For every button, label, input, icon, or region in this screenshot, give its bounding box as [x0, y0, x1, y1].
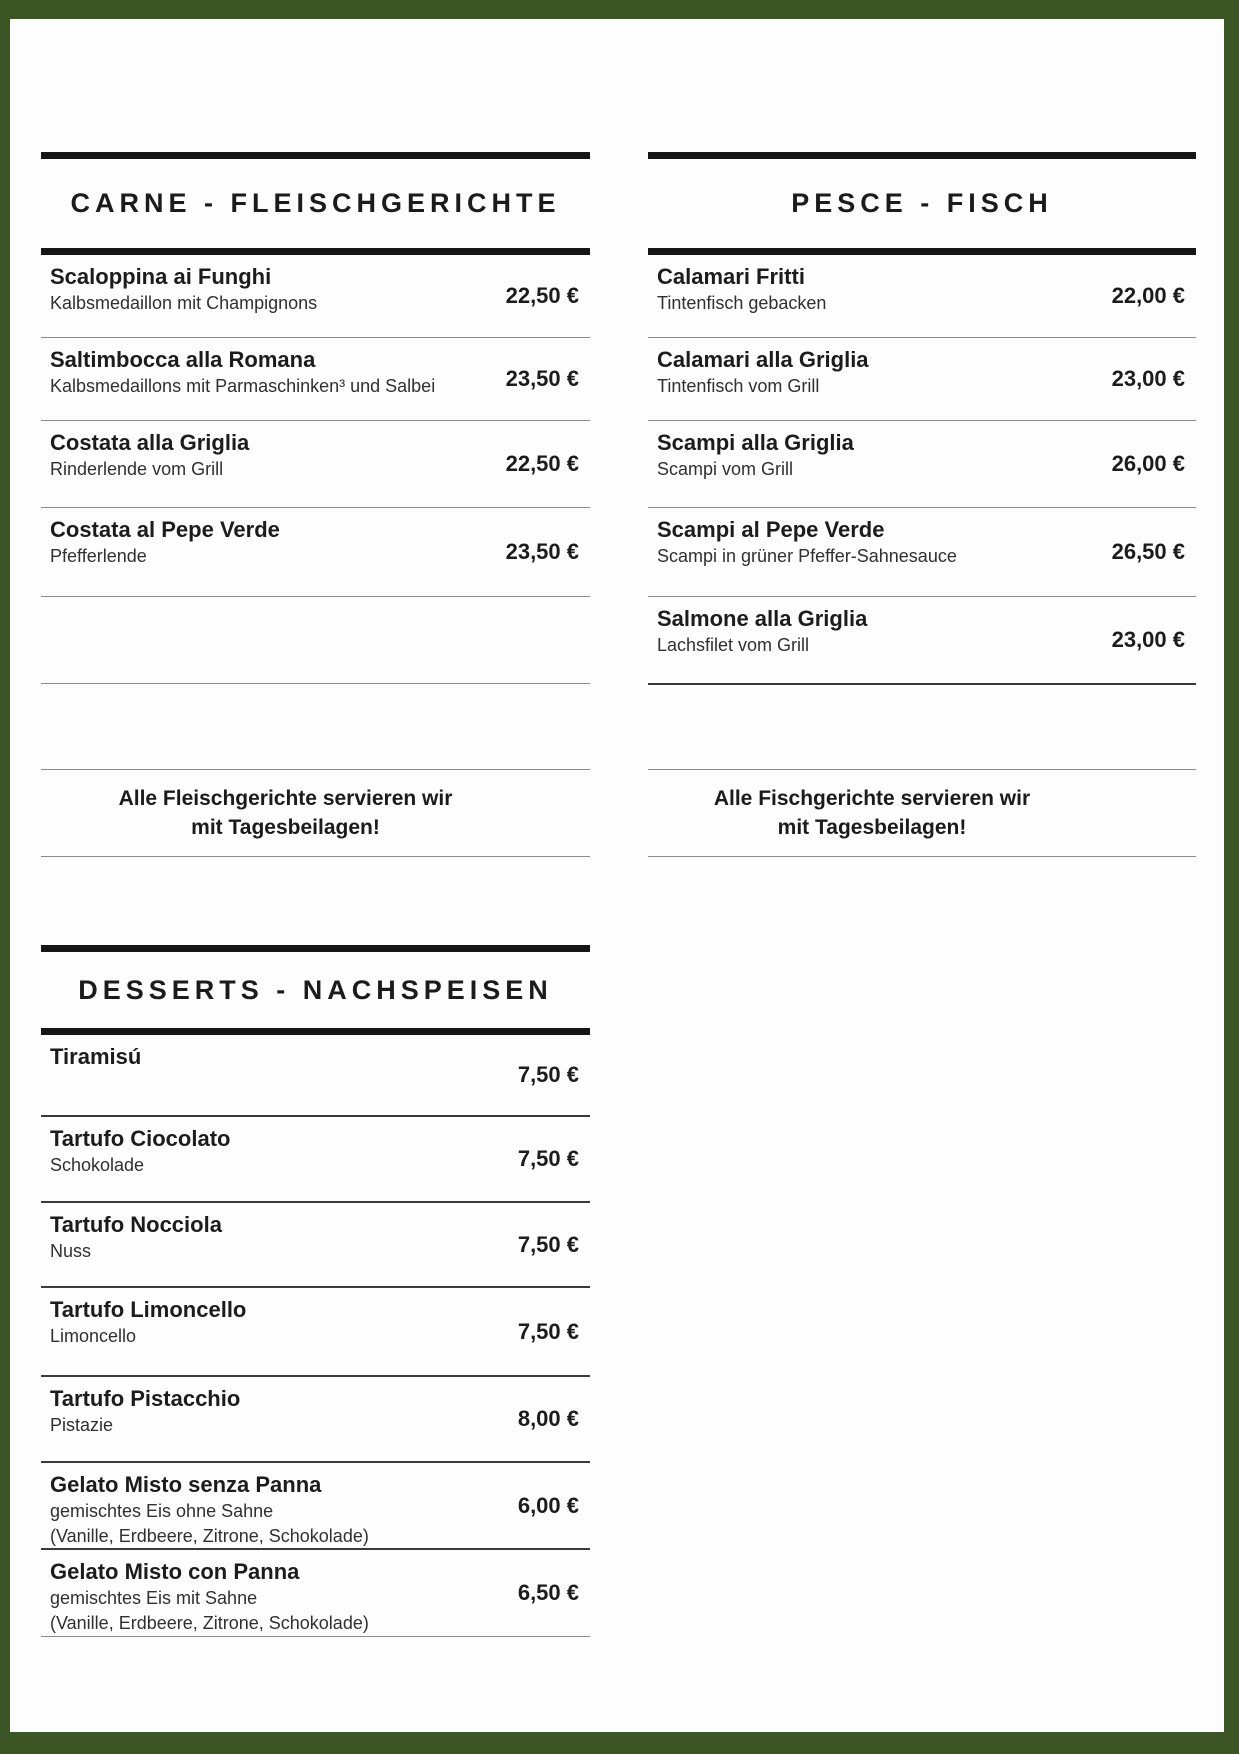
item-name: Tartufo Limoncello	[50, 1297, 247, 1322]
item-description: gemischtes Eis ohne Sahne	[50, 1501, 274, 1522]
item-name: Scampi alla Griglia	[657, 430, 854, 455]
item-name: Saltimbocca alla Romana	[50, 347, 316, 372]
item-description: Kalbsmedaillons mit Parmaschinken³ und Salbei	[50, 376, 436, 397]
item-name: Scaloppina ai Funghi	[50, 264, 272, 289]
item-price: 23,00 €	[1111, 627, 1185, 652]
menu-item-row	[648, 338, 1196, 421]
item-description: Scampi in grüner Pfeffer-Sahnesauce	[657, 546, 957, 567]
item-description: Tintenfisch gebacken	[657, 293, 827, 314]
section-carne	[41, 152, 590, 857]
menu-item-row	[41, 1463, 590, 1550]
menu-item-row	[41, 1203, 590, 1288]
empty-row	[41, 684, 590, 770]
item-description: Scampi vom Grill	[657, 459, 794, 480]
item-description: Schokolade	[50, 1155, 145, 1176]
serving-note-pesce	[648, 770, 1196, 857]
menu-item-row	[648, 421, 1196, 508]
serving-note-line2: mit Tagesbeilagen!	[191, 816, 380, 839]
serving-note-line1: Alle Fleischgerichte servieren wir	[118, 787, 453, 810]
item-description: Lachsfilet vom Grill	[657, 635, 810, 656]
item-price: 23,00 €	[1111, 366, 1185, 391]
item-description-flavors: (Vanille, Erdbeere, Zitrone, Schokolade)	[50, 1613, 369, 1634]
item-price: 6,00 €	[517, 1492, 579, 1518]
item-name: Scampi al Pepe Verde	[657, 517, 885, 542]
section-title-carne: CARNE - FLEISCHGERICHTE	[70, 188, 561, 218]
item-price: 23,50 €	[505, 366, 579, 391]
item-name: Salmone alla Griglia	[657, 606, 868, 631]
menu-item-row	[41, 255, 590, 338]
heading-rule-top	[648, 152, 1196, 159]
item-price: 22,00 €	[1111, 283, 1185, 308]
menu-item-row	[41, 508, 590, 597]
item-price: 23,50 €	[505, 539, 579, 564]
item-name: Gelato Misto senza Panna	[50, 1472, 322, 1497]
menu-item-row	[648, 597, 1196, 685]
section-pesce	[648, 152, 1196, 857]
item-name: Costata alla Griglia	[50, 430, 250, 455]
item-price: 6,50 €	[517, 1580, 579, 1605]
item-name: Tiramisú	[50, 1044, 142, 1069]
menu-item-row	[41, 1288, 590, 1377]
menu-item-row	[41, 1035, 590, 1117]
menu-item-row	[648, 508, 1196, 597]
serving-note-line1: Alle Fischgerichte servieren wir	[713, 787, 1031, 810]
serving-note-carne	[41, 770, 590, 857]
item-price: 7,50 €	[517, 1146, 579, 1171]
item-description: Nuss	[50, 1241, 92, 1262]
empty-row	[648, 685, 1196, 770]
section-title-pesce: PESCE - FISCH	[791, 188, 1053, 218]
item-price: 26,50 €	[1111, 539, 1185, 564]
item-name: Tartufo Pistacchio	[50, 1386, 241, 1411]
heading-rule-top	[41, 152, 590, 159]
item-description: Pistazie	[50, 1415, 114, 1436]
menu-item-row	[41, 338, 590, 421]
menu-item-row	[41, 1550, 590, 1637]
section-title-desserts: DESSERTS - NACHSPEISEN	[78, 974, 553, 1005]
item-description: Tintenfisch vom Grill	[657, 376, 820, 397]
heading-rule-bottom	[41, 248, 590, 255]
serving-note-line2: mit Tagesbeilagen!	[777, 816, 967, 839]
item-name: Costata al Pepe Verde	[50, 517, 280, 542]
item-price: 7,50 €	[517, 1062, 579, 1087]
item-description: Limoncello	[50, 1326, 137, 1347]
heading-rule-bottom	[41, 1028, 590, 1035]
heading-rule-bottom	[648, 248, 1196, 255]
item-name: Gelato Misto con Panna	[50, 1559, 300, 1584]
section-desserts	[41, 945, 590, 1637]
menu-item-row	[41, 421, 590, 508]
item-name: Calamari Fritti	[657, 264, 805, 289]
item-description: Rinderlende vom Grill	[50, 459, 224, 480]
empty-row	[41, 597, 590, 684]
item-price: 22,50 €	[505, 283, 579, 308]
item-name: Calamari alla Griglia	[657, 347, 869, 372]
item-description: Pfefferlende	[50, 546, 147, 567]
item-name: Tartufo Nocciola	[50, 1212, 222, 1237]
item-name: Tartufo Ciocolato	[50, 1126, 231, 1151]
item-description: gemischtes Eis mit Sahne	[50, 1588, 258, 1609]
item-price: 22,50 €	[505, 451, 579, 476]
item-price: 26,00 €	[1111, 451, 1185, 476]
item-description-flavors: (Vanille, Erdbeere, Zitrone, Schokolade)	[50, 1526, 369, 1547]
heading-rule-top	[41, 945, 590, 952]
item-price: 7,50 €	[517, 1231, 579, 1257]
menu-item-row	[648, 255, 1196, 338]
item-price: 7,50 €	[517, 1318, 579, 1344]
item-description: Kalbsmedaillon mit Champignons	[50, 293, 318, 314]
menu-item-row	[41, 1117, 590, 1203]
menu-item-row	[41, 1377, 590, 1463]
item-price: 8,00 €	[517, 1406, 579, 1431]
